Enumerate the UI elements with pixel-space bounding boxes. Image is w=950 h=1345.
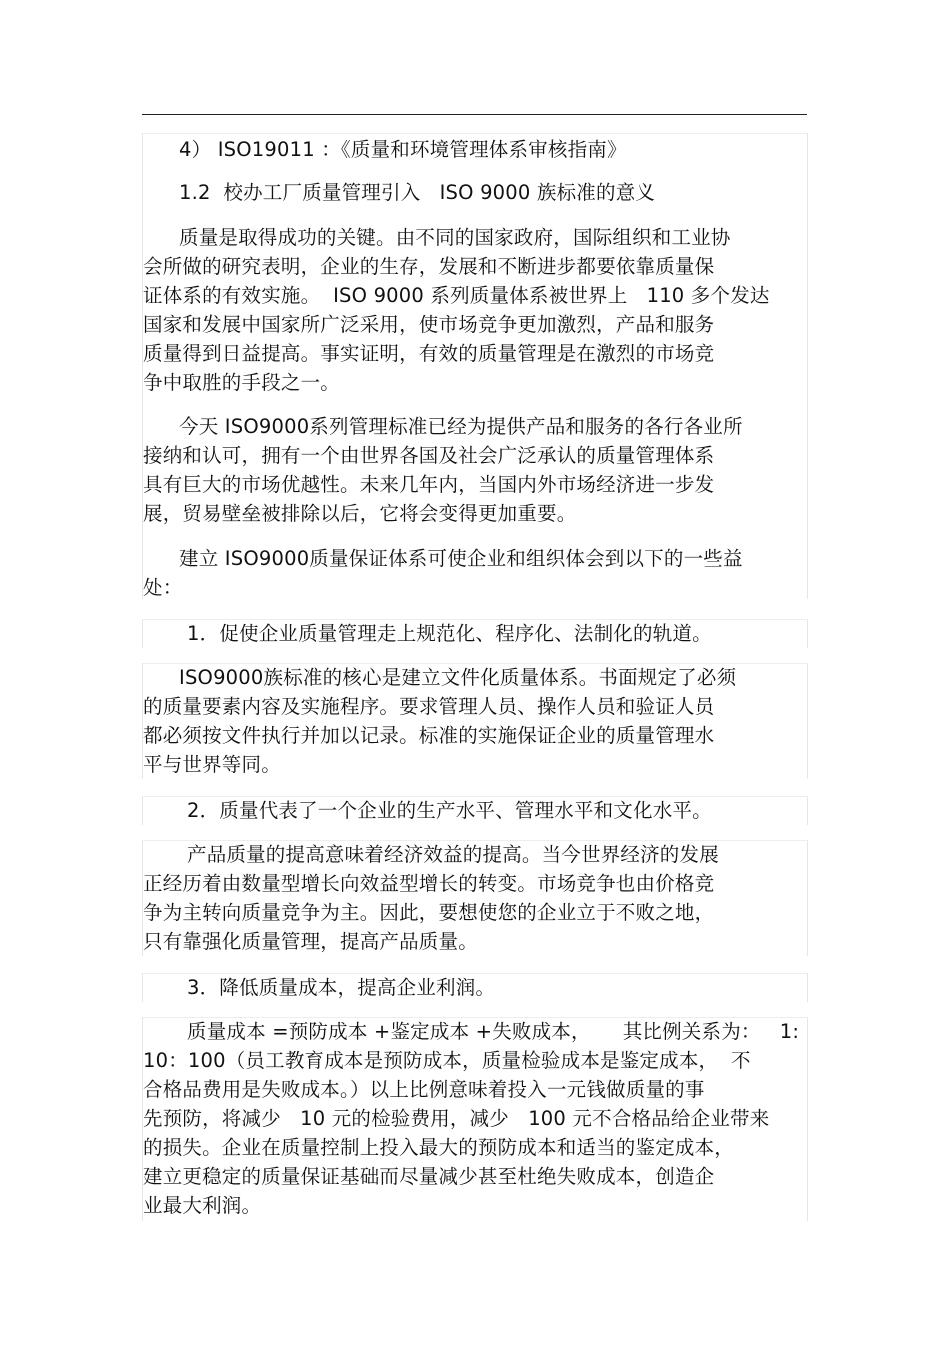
item2-heading: 2．质量代表了一个企业的生产水平、管理水平和文化水平。 bbox=[187, 799, 712, 822]
para6-line: 业最大利润。 bbox=[143, 1194, 262, 1217]
para4-box bbox=[142, 663, 808, 779]
para2-line: 展，贸易壁垒被排除以后，它将会变得更加重要。 bbox=[143, 502, 577, 525]
para2-line: 具有巨大的市场优越性。未来几年内，当国内外市场经济进一步发 bbox=[143, 473, 715, 496]
para6-box bbox=[142, 1017, 808, 1221]
heading-1-2: 1.2 校办工厂质量管理引入 ISO 9000 族标准的意义 bbox=[179, 181, 656, 204]
para6-line: 质量成本 =预防成本 +鉴定成本 +失败成本， 其比例关系为： 1: bbox=[187, 1020, 800, 1043]
item1-box bbox=[142, 619, 808, 648]
para5-line: 产品质量的提高意味着经济效益的提高。当今世界经济的发展 bbox=[187, 843, 719, 866]
para1-line: 争中取胜的手段之一。 bbox=[143, 371, 341, 394]
para1-line: 会所做的研究表明，企业的生存，发展和不断进步都要依靠质量保 bbox=[143, 255, 715, 278]
section-intro bbox=[142, 133, 808, 599]
para5-line: 争为主转向质量竞争为主。因此，要想使您的企业立于不败之地， bbox=[143, 901, 715, 924]
para2-line: 接纳和认可，拥有一个由世界各国及社会广泛承认的质量管理体系 bbox=[143, 444, 715, 467]
para4-line: 都必须按文件执行并加以记录。标准的实施保证企业的质量管理水 bbox=[143, 724, 715, 747]
item2-box bbox=[142, 796, 808, 825]
para6-line: 的损失。企业在质量控制上投入最大的预防成本和适当的鉴定成本， bbox=[143, 1136, 735, 1159]
para1-line: 国家和发展中国家所广泛采用，使市场竞争更加激烈，产品和服务 bbox=[143, 313, 715, 336]
para1-line: 质量得到日益提高。事实证明，有效的质量管理是在激烈的市场竞 bbox=[143, 342, 715, 365]
para6-line: 10：100（员工教育成本是预防成本，质量检验成本是鉴定成本， 不 bbox=[143, 1049, 751, 1072]
item1-heading: 1．促使企业质量管理走上规范化、程序化、法制化的轨道。 bbox=[187, 622, 712, 645]
para4-line: ISO9000族标准的核心是建立文件化质量体系。书面规定了必须 bbox=[179, 666, 737, 689]
item3-heading: 3．降低质量成本，提高企业利润。 bbox=[187, 976, 496, 999]
para5-line: 只有靠强化质量管理，提高产品质量。 bbox=[143, 930, 478, 953]
para4-line: 的质量要素内容及实施程序。要求管理人员、操作人员和验证人员 bbox=[143, 695, 715, 718]
heading-item4: 4） ISO19011 ：《质量和环境管理体系审核指南》 bbox=[179, 138, 627, 161]
para4-line: 平与世界等同。 bbox=[143, 753, 281, 776]
para5-box bbox=[142, 840, 808, 956]
para2-line: 今天 ISO9000系列管理标准已经为提供产品和服务的各行各业所 bbox=[179, 415, 743, 438]
para3-line: 处： bbox=[143, 576, 183, 599]
para6-line: 先预防，将减少 10 元的检验费用，减少 100 元不合格品给企业带来 bbox=[143, 1107, 770, 1130]
item3-box bbox=[142, 973, 808, 1002]
para1-line: 证体系的有效实施。 ISO 9000 系列质量体系被世界上 110 多个发达 bbox=[143, 284, 770, 307]
para5-line: 正经历着由数量型增长向效益型增长的转变。市场竞争也由价格竞 bbox=[143, 872, 715, 895]
para3-line: 建立 ISO9000质量保证体系可使企业和组织体会到以下的一些益 bbox=[179, 547, 743, 570]
para6-line: 合格品费用是失败成本。）以上比例意味着投入一元钱做质量的事 bbox=[143, 1078, 705, 1101]
para6-line: 建立更稳定的质量保证基础而尽量减少甚至杜绝失败成本，创造企 bbox=[143, 1165, 715, 1188]
header-rule bbox=[142, 114, 807, 115]
para1-line: 质量是取得成功的关键。由不同的国家政府，国际组织和工业协 bbox=[179, 226, 731, 249]
